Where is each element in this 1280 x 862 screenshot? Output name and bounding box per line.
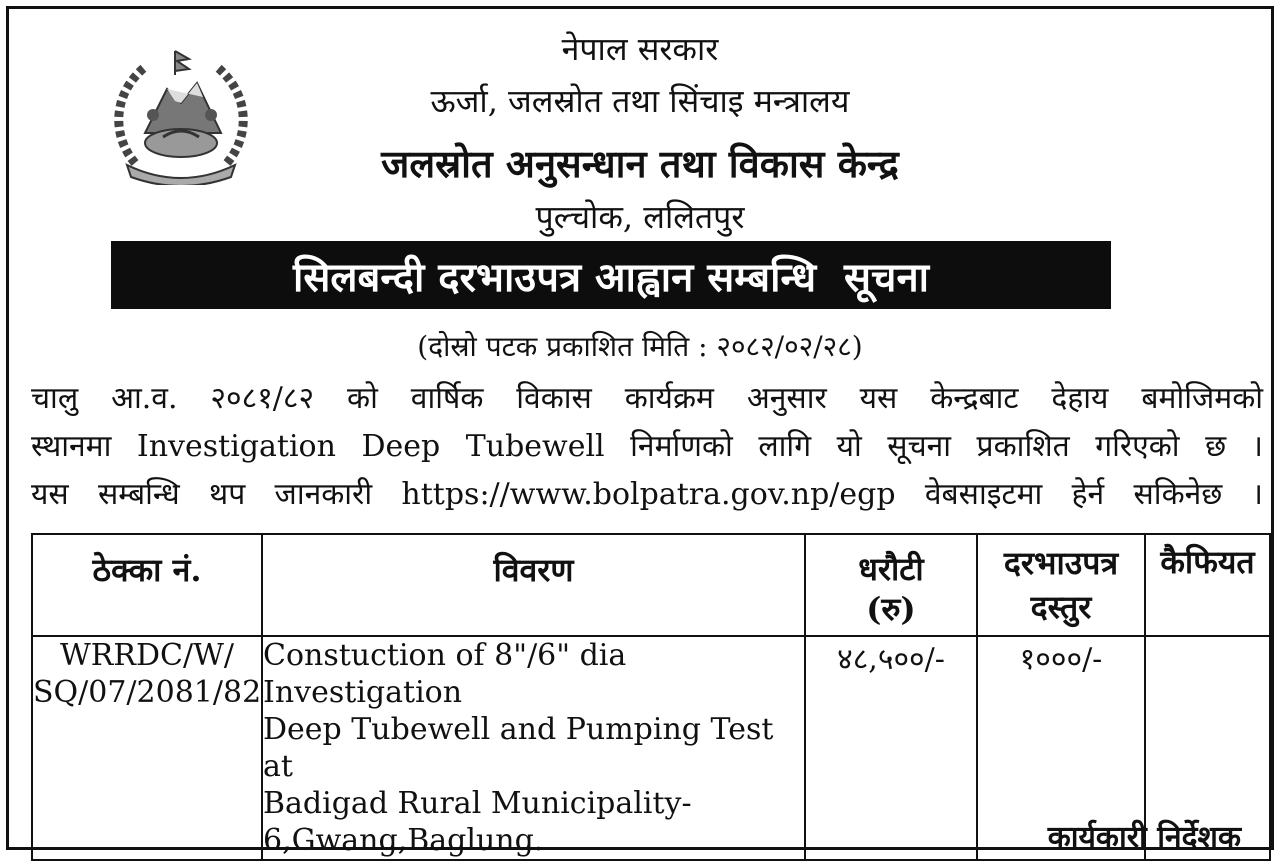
header-deposit: धरौटी (रु) (805, 534, 977, 636)
cell-deposit: ४८,५००/- (805, 636, 977, 860)
notice-body (31, 375, 1263, 519)
signatory-title: कार्यकारी निर्देशक (1047, 820, 1241, 855)
body-line-1: चालु आ.व. २०८१/८२ को वार्षिक विकास कार्यक्रम अनुसार यस केन्द्रबाट देहाय बमोजिमको (31, 381, 1263, 416)
header-government: नेपाल सरकार (561, 30, 719, 68)
header-contract-no: ठेक्का नं. (32, 534, 262, 636)
body-line-3: यस सम्बन्धि थप जानकारी https://www.bolpatra.gov.np/egp वेबसाइटमा हेर्न सकिनेछ । (31, 477, 1263, 512)
notice-title: सिलबन्दी दरभाउपत्र आह्वान सम्बन्धि सूचना (292, 253, 930, 301)
cell-fee: १०००/- (977, 636, 1145, 860)
body-line-2: स्थानमा Investigation Deep Tubewell निर्माणको लागि यो सूचना प्रकाशित गरिएको छ । (31, 429, 1263, 464)
notice-title-banner (111, 241, 1111, 309)
header-remarks: कैफियत (1145, 534, 1270, 636)
notice-document (6, 6, 1274, 858)
cell-contract-no: WRRDC/W/ SQ/07/2081/82 (32, 636, 262, 860)
header-organization: जलस्रोत अनुसन्धान तथा विकास केन्द्र (381, 141, 899, 186)
publication-date: (दोस्रो पटक प्रकाशित मिति : २०८२/०२/२८) (417, 330, 863, 363)
header-address: पुल्चोक, ललितपुर (535, 198, 745, 236)
header-ministry: ऊर्जा, जलस्रोत तथा सिंचाइ मन्त्रालय (430, 82, 850, 120)
tender-table (31, 533, 1271, 861)
cell-description: Constuction of 8"/6" dia Investigation Deep Tubewell and Pumping Test at Badigad Rural Municipality- 6,Gwang,Baglung. (262, 636, 805, 860)
header-description: विवरण (262, 534, 805, 636)
header-fee: दरभाउपत्र दस्तुर (977, 534, 1145, 636)
table-header-row (32, 534, 1270, 636)
